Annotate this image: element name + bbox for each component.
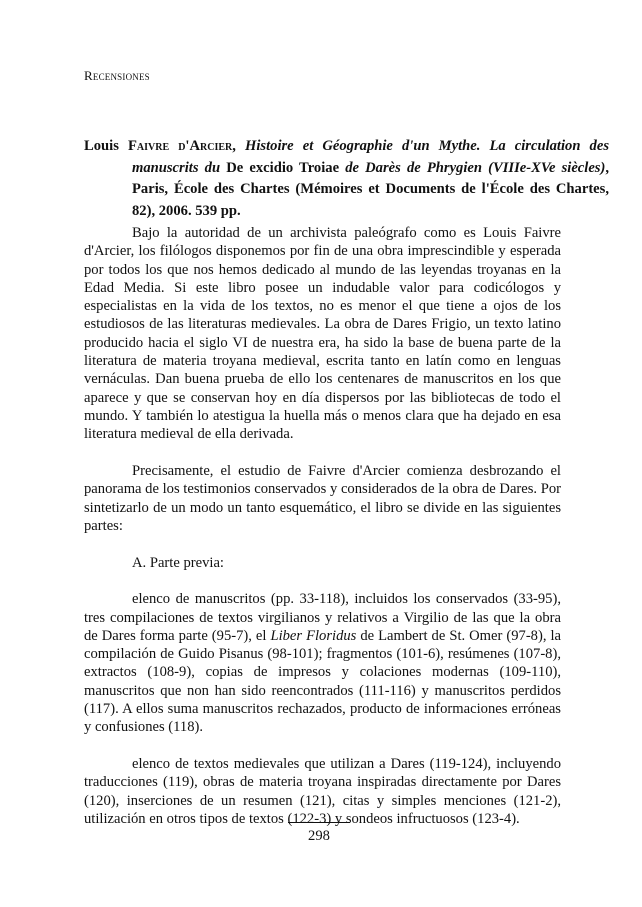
author-last-name: Faivre d'Arcier xyxy=(127,138,233,154)
citation-separator: , xyxy=(232,138,236,154)
footer-rule xyxy=(288,822,350,823)
book-title-part-1: Histoire et Géographie d'un Mythe. La circulation des manuscrits du xyxy=(132,138,609,176)
paragraph-2: Precisamente, el estudio de Faivre d'Arcier comienza desbrozando el panorama de los testimonios conservados y considerados de la obra de Dares. Por sintetizarlo de un modo un tanto esquemático, el libro se divide en las siguientes partes: xyxy=(84,462,562,534)
running-header: Recensiones xyxy=(84,68,150,83)
book-title-part-2: de Darès de Phrygien (VIIIe-XVe siècles) xyxy=(345,159,606,176)
paragraph-3-start: elenco de manuscritos (pp. 33-118), incluidos los conservados (33-95), tres compilaciones de textos virgilianos y relativos a Virgilio de las que la obra de Dares forma parte (95-7), el xyxy=(84,591,561,644)
paragraph-4: elenco de textos medievales que utilizan a Dares (119-124), incluyendo traducciones (119), obras de materia troyana inspiradas directamente por Dares (120), inserciones de un resumen (121), citas y simples menciones (121-2), utilización en otros tipos de textos (122-3) y sondeos infructuosos (123-4). xyxy=(84,755,561,827)
author-first-name: Louis xyxy=(84,138,119,154)
liber-floridus-title: Liber Floridus xyxy=(270,627,357,644)
book-citation xyxy=(84,136,609,222)
paragraph-3 xyxy=(84,590,561,736)
publication-details: , Paris, École des Chartes (Mémoires et Documents de l'École des Chartes, 82), 2006. 539 pp. xyxy=(132,159,609,219)
work-title: De excidio Troiae xyxy=(226,159,340,176)
paragraph-1: Bajo la autoridad de un archivista paleógrafo como es Louis Faivre d'Arcier, los filólogos disponemos por fin de una obra imprescindible y esperada por todos los que nos hemos dedicado al mundo de las leyendas troyanas en la Edad Media. Si este libro posee un indudable valor para codicólogos y especialistas en la vida de los textos, no es menor el que tiene a ojos de los estudiosos de las literaturas medievales. La obra de Dares Frigio, un texto latino producido hacia el siglo VI de nuestra era, ha sido la base de buena parte de la literatura de materia troyana medieval, escrita tanto en latín como en lenguas vernáculas. Dan buena prueba de ello los centenares de manuscritos en los que aparece y que se conservan hoy en día dispersos por las bibliotecas de todo el mundo. Y también lo atestigua la huella más o menos clara que ha dejado en esa literatura medieval de ella derivada. xyxy=(84,225,561,443)
review-body xyxy=(84,224,561,847)
section-heading-a: A. Parte previa: xyxy=(132,554,224,571)
paragraph-3-end: de Lambert de St. Omer (97-8), la compilación de Guido Pisanus (98-101); fragmentos (101-6), resúmenes (107-8), extractos (108-9), copias de impresos y colaciones modernas (109-110), manuscritos que non han sido reencontrados (111-116) y manuscritos perdidos (117). A ellos suma manuscritos rechazados, producto de informaciones erróneas y confusiones (118). xyxy=(84,627,562,736)
page-number: 298 xyxy=(308,828,330,844)
